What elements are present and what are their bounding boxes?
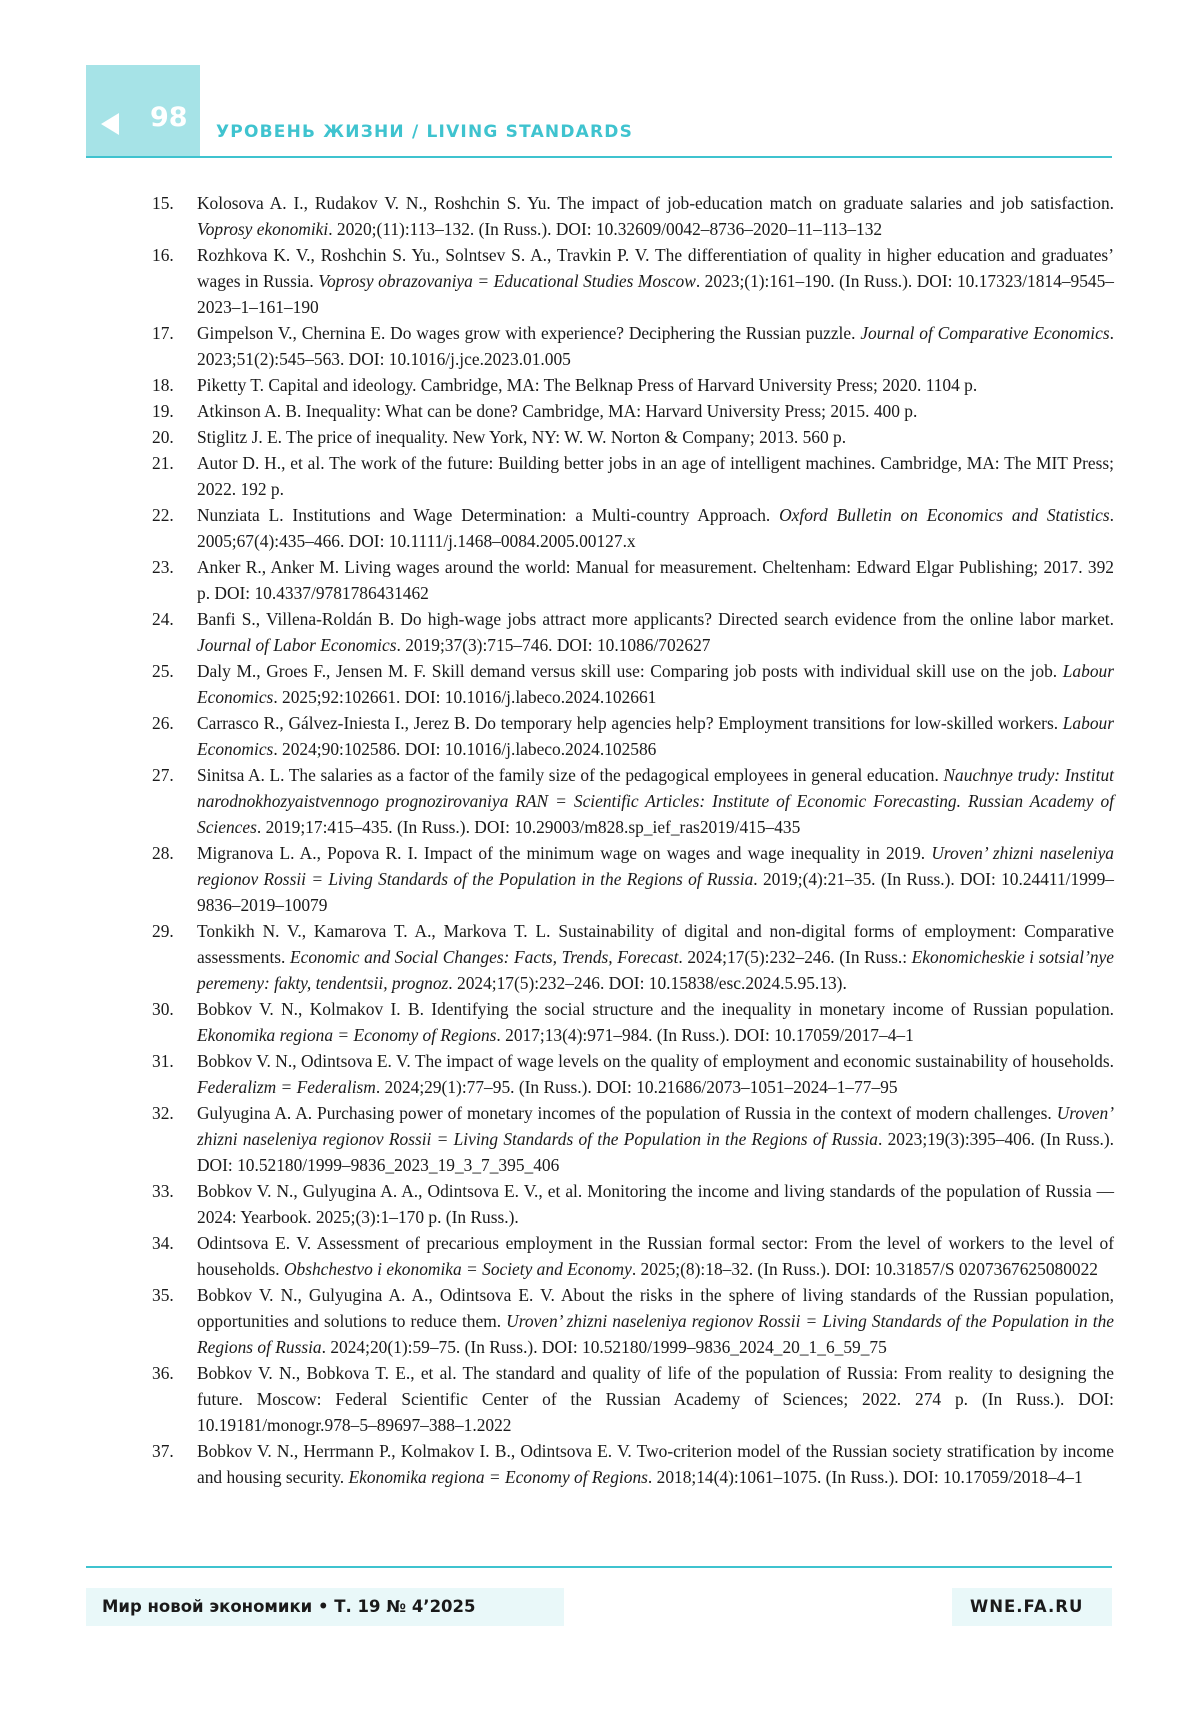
reference-text: Bobkov V. N., Herrmann P., Kolmakov I. B., Odintsova E. V. Two-criterion model of the Russian society stratification by income and housing security. xyxy=(197,1441,1114,1487)
triangle-left-icon[interactable] xyxy=(101,113,119,135)
reference-item xyxy=(152,606,1114,658)
reference-journal: Oxford Bulletin on Economics and Statistics xyxy=(779,505,1110,525)
reference-details: . 2019;(4):21–35. (In Russ.). DOI: 10.24411/1999–9836–2019–10079 xyxy=(197,869,1114,915)
reference-number: 18. xyxy=(152,375,174,395)
reference-item xyxy=(152,1230,1114,1282)
reference-text: Odintsova E. V. Assessment of precarious employment in the Russian formal sector: From the level of workers to the level of households. xyxy=(197,1233,1114,1279)
reference-item xyxy=(152,762,1114,840)
reference-number: 20. xyxy=(152,427,174,447)
reference-item xyxy=(152,424,1114,450)
reference-item xyxy=(152,372,1114,398)
reference-text: Piketty T. Capital and ideology. Cambridge, MA: The Belknap Press of Harvard University Press; 2020. 1104 p. xyxy=(197,375,978,395)
reference-text: Banfi S., Villena-Roldán B. Do high-wage jobs attract more applicants? Directed search evidence from the online labor market. xyxy=(197,609,1114,629)
reference-item xyxy=(152,918,1114,996)
reference-details: . 2023;51(2):545–563. DOI: 10.1016/j.jce.2023.01.005 xyxy=(197,323,1114,369)
reference-text: Carrasco R., Gálvez-Iniesta I., Jerez B. Do temporary help agencies help? Employment transitions for low-skilled workers. xyxy=(197,713,1063,733)
reference-text: Stiglitz J. E. The price of inequality. New York, NY: W. W. Norton & Company; 2013. 560 p. xyxy=(197,427,847,447)
reference-text: Bobkov V. N., Bobkova T. E., et al. The standard and quality of life of the population of Russia: From reality to designing the future. Moscow: Federal Scientific Center of the Russian Academy of Sciences; 2022. 274 p. (In Russ.). DOI: 10.19181/monogr.978–5–89697–388–1.2022 xyxy=(197,1363,1114,1435)
reference-journal: Obshchestvo i ekonomika = Society and Economy xyxy=(283,1259,632,1279)
reference-item xyxy=(152,1178,1114,1230)
reference-item xyxy=(152,242,1114,320)
reference-number: 23. xyxy=(152,557,174,577)
reference-text: Gimpelson V., Chernina E. Do wages grow with experience? Deciphering the Russian puzzle. xyxy=(197,323,861,343)
reference-item xyxy=(152,1438,1114,1490)
reference-item xyxy=(152,840,1114,918)
reference-journal: Ekonomika regiona = Economy of Regions xyxy=(348,1467,648,1487)
reference-number: 24. xyxy=(152,609,174,629)
reference-item xyxy=(152,502,1114,554)
reference-journal: Nauchnye trudy: Institut narodnokhozyaistvennogo prognozirovaniya RAN = Scientific Articles: Institute of Economic Forecasting. Russian Academy of Sciences xyxy=(197,765,1114,837)
reference-details: . 2017;13(4):971–984. (In Russ.). DOI: 10.17059/2017–4–1 xyxy=(496,1025,914,1045)
reference-details: . 2025;92:102661. DOI: 10.1016/j.labeco.2024.102661 xyxy=(273,687,657,707)
reference-number: 34. xyxy=(152,1233,174,1253)
reference-item xyxy=(152,710,1114,762)
footer-divider xyxy=(86,1566,1112,1568)
reference-item xyxy=(152,320,1114,372)
reference-journal: Uroven’ zhizni naseleniya regionov Rossii = Living Standards of the Population in the Regions of Russia xyxy=(197,1103,1114,1149)
reference-number: 35. xyxy=(152,1285,174,1305)
reference-item xyxy=(152,398,1114,424)
reference-text: Sinitsa A. L. The salaries as a factor of the family size of the pedagogical employees in general education. xyxy=(197,765,944,785)
reference-item xyxy=(152,1100,1114,1178)
reference-details: . 2024;90:102586. DOI: 10.1016/j.labeco.2024.102586 xyxy=(273,739,657,759)
reference-details: . 2019;17:415–435. (In Russ.). DOI: 10.29003/m828.sp_ief_ras2019/415–435 xyxy=(256,817,801,837)
reference-number: 30. xyxy=(152,999,174,1019)
reference-journal: Voprosy obrazovaniya = Educational Studies Moscow xyxy=(318,271,696,291)
reference-journal: Journal of Comparative Economics xyxy=(860,323,1110,343)
reference-details: . 2023;19(3):395–406. (In Russ.). DOI: 10.52180/1999–9836_2023_19_3_7_395_406 xyxy=(197,1129,1114,1175)
page-number: 98 xyxy=(150,102,188,133)
reference-number: 32. xyxy=(152,1103,174,1123)
reference-text: Anker R., Anker M. Living wages around the world: Manual for measurement. Cheltenham: Edward Elgar Publishing; 2017. 392 p. DOI: 10.4337/9781786431462 xyxy=(197,557,1114,603)
reference-number: 28. xyxy=(152,843,174,863)
reference-details: . 2005;67(4):435–466. DOI: 10.1111/j.1468–0084.2005.00127.x xyxy=(197,505,1114,551)
reference-item xyxy=(152,190,1114,242)
reference-text: Atkinson A. B. Inequality: What can be done? Cambridge, MA: Harvard University Press; 2015. 400 p. xyxy=(197,401,918,421)
reference-item xyxy=(152,450,1114,502)
reference-item xyxy=(152,1282,1114,1360)
reference-text: Nunziata L. Institutions and Wage Determination: a Multi-country Approach. xyxy=(197,505,780,525)
reference-text: Bobkov V. N., Gulyugina A. A., Odintsova E. V. About the risks in the sphere of living standards of the Russian population, opportunities and solutions to reduce them. xyxy=(197,1285,1114,1331)
reference-text: Tonkikh N. V., Kamarova T. A., Markova T. L. Sustainability of digital and non-digital forms of employment: Comparative assessments. xyxy=(197,921,1114,967)
reference-details: . 2023;(1):161–190. (In Russ.). DOI: 10.17323/1814–9545–2023–1–161–190 xyxy=(197,271,1114,317)
reference-item xyxy=(152,996,1114,1048)
reference-details: . 2025;(8):18–32. (In Russ.). DOI: 10.31857/S 0207367625080022 xyxy=(631,1259,1098,1279)
reference-number: 31. xyxy=(152,1051,174,1071)
reference-journal: Uroven’ zhizni naseleniya regionov Rossii = Living Standards of the Population in the Regions of Russia xyxy=(197,1311,1114,1357)
reference-number: 21. xyxy=(152,453,174,473)
reference-journal: Labour Economics xyxy=(197,661,1114,707)
reference-details: . 2018;14(4):1061–1075. (In Russ.). DOI: 10.17059/2018–4–1 xyxy=(647,1467,1083,1487)
reference-text: Gulyugina A. A. Purchasing power of monetary incomes of the population of Russia in the context of modern challenges. xyxy=(197,1103,1057,1123)
reference-text: Bobkov V. N., Odintsova E. V. The impact of wage levels on the quality of employment and economic sustainability of households. xyxy=(197,1051,1114,1071)
reference-journal: Ekonomika regiona = Economy of Regions xyxy=(197,1025,497,1045)
reference-journal: Journal of Labor Economics xyxy=(197,635,397,655)
reference-number: 27. xyxy=(152,765,174,785)
reference-item xyxy=(152,1360,1114,1438)
reference-number: 15. xyxy=(152,193,174,213)
reference-journal: Uroven’ zhizni naseleniya regionov Rossii = Living Standards of the Population in the Regions of Russia xyxy=(197,843,1115,889)
reference-text: Daly M., Groes F., Jensen M. F. Skill demand versus skill use: Comparing job posts with individual skill use on the job. xyxy=(197,661,1063,681)
reference-item xyxy=(152,554,1114,606)
reference-details: . 2020;(11):113–132. (In Russ.). DOI: 10.32609/0042–8736–2020–11–113–132 xyxy=(328,219,883,239)
reference-text: Kolosova A. I., Rudakov V. N., Roshchin S. Yu. The impact of job-education match on graduate salaries and job satisfaction. xyxy=(197,193,1114,213)
reference-details: . 2024;17(5):232–246. (In Russ.: xyxy=(678,947,912,967)
reference-details: . 2024;29(1):77–95. (In Russ.). DOI: 10.21686/2073–1051–2024–1–77–95 xyxy=(375,1077,898,1097)
reference-text: Bobkov V. N., Kolmakov I. B. Identifying the social structure and the inequality in monetary income of Russian population. xyxy=(197,999,1114,1019)
reference-text: Rozhkova K. V., Roshchin S. Yu., Solntsev S. A., Travkin P. V. The differentiation of quality in higher education and graduates’ wages in Russia. xyxy=(197,245,1114,291)
reference-number: 29. xyxy=(152,921,174,941)
reference-details: . 2019;37(3):715–746. DOI: 10.1086/702627 xyxy=(396,635,711,655)
footer-journal-title: Мир новой экономики • Т. 19 № 4’2025 xyxy=(102,1597,476,1616)
reference-details: . 2024;20(1):59–75. (In Russ.). DOI: 10.52180/1999–9836_2024_20_1_6_59_75 xyxy=(321,1337,887,1357)
reference-number: 22. xyxy=(152,505,174,525)
reference-item xyxy=(152,1048,1114,1100)
reference-journal: Federalizm = Federalism xyxy=(197,1077,376,1097)
reference-text: Migranova L. A., Popova R. I. Impact of the minimum wage on wages and wage inequality in 2019. xyxy=(197,843,932,863)
reference-number: 19. xyxy=(152,401,174,421)
reference-number: 25. xyxy=(152,661,174,681)
reference-number: 37. xyxy=(152,1441,174,1461)
header-divider xyxy=(86,156,1112,158)
reference-journal: Labour Economics xyxy=(197,713,1114,759)
reference-journal: Economic and Social Changes: Facts, Trends, Forecast xyxy=(289,947,679,967)
reference-number: 26. xyxy=(152,713,174,733)
reference-journal-alt: Ekonomicheskie i sotsial’nye peremeny: fakty, tendentsii, prognoz xyxy=(197,947,1114,993)
reference-number: 16. xyxy=(152,245,174,265)
reference-number: 36. xyxy=(152,1363,174,1383)
reference-number: 17. xyxy=(152,323,174,343)
reference-list xyxy=(152,190,1114,1490)
reference-text: Autor D. H., et al. The work of the future: Building better jobs in an age of intelligent machines. Cambridge, MA: The MIT Press; 2022. 192 p. xyxy=(197,453,1114,499)
footer-site-link[interactable]: WNE.FA.RU xyxy=(970,1597,1084,1616)
reference-text: Bobkov V. N., Gulyugina A. A., Odintsova E. V., et al. Monitoring the income and living standards of the population of Russia — 2024: Yearbook. 2025;(3):1–170 p. (In Russ.). xyxy=(197,1181,1114,1227)
section-title: УРОВЕНЬ ЖИЗНИ / LIVING STANDARDS xyxy=(216,122,634,142)
reference-item xyxy=(152,658,1114,710)
reference-number: 33. xyxy=(152,1181,174,1201)
reference-journal: Voprosy ekonomiki xyxy=(197,219,329,239)
reference-details-alt: . 2024;17(5):232–246. DOI: 10.15838/esc.2024.5.95.13). xyxy=(448,973,847,993)
